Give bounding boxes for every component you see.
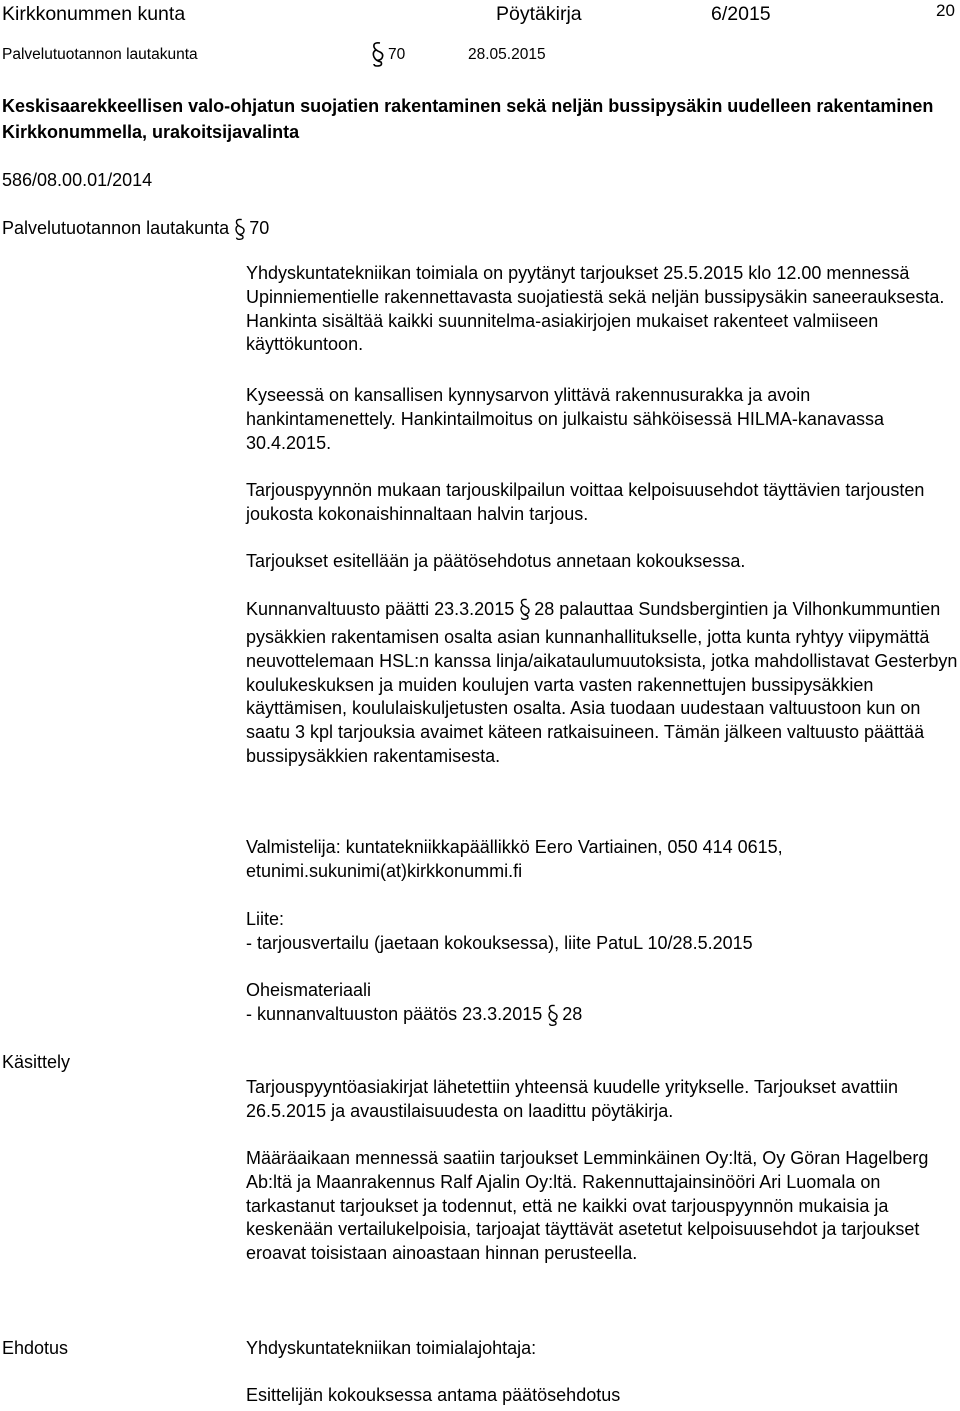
committee-reference-section: 70 <box>249 218 270 238</box>
record-number: 586/08.00.01/2014 <box>2 170 153 190</box>
committee-name: Palvelutuotannon lautakunta <box>2 46 198 63</box>
council-decision-intro: Kunnanvaltuusto päätti 23.3.2015 <box>246 599 515 619</box>
page-number: 20 <box>936 1 955 20</box>
paragraph-presentation: Tarjoukset esitellään ja päätösehdotus annetaan kokouksessa. <box>246 551 746 571</box>
proposal-presenter: Yhdyskuntatekniikan toimialajohtaja: <box>246 1338 537 1358</box>
paragraph-request: Yhdyskuntatekniikan toimiala on pyytänyt tarjoukset 25.5.2015 klo 12.00 mennessä Upinniementielle rakennettavasta suojatiestä sekä neljän bussipysäkin saneerauksesta. Hankinta sisältää kaikki suunnitelma-asiakirjojen mukaiset rakenteet valmiiseen käyttökuntoon. <box>246 263 945 355</box>
attachment-item: - tarjousvertailu (jaetaan kokouksessa), liite PatuL 10/28.5.2015 <box>246 933 753 953</box>
supplementary-item-text: - kunnanvaltuuston päätös 23.3.2015 <box>246 1004 543 1024</box>
preparer-email[interactable]: etunimi.sukunimi(at)kirkkonummi.fi <box>246 861 523 881</box>
section-mark-icon <box>519 598 529 626</box>
paragraph-council-decision <box>246 598 960 769</box>
municipality-name: Kirkkonummen kunta <box>2 3 186 25</box>
document-type: Pöytäkirja <box>496 3 582 25</box>
section-number: 70 <box>388 46 406 63</box>
processing-label: Käsittely <box>2 1052 71 1072</box>
processing-paragraph-1: Tarjouspyyntöasiakirjat lähetettiin yhteensä kuudelle yritykselle. Tarjoukset avattiin 26.5.2015 ja avaustilaisuudesta on laadittu pöytäkirja. <box>246 1077 899 1121</box>
section-mark-icon <box>371 40 385 73</box>
supplementary-item-section: 28 <box>562 1004 583 1024</box>
preparer-line: Valmistelija: kuntatekniikkapäällikkö Eero Vartiainen, 050 414 0615, <box>246 837 783 857</box>
meeting-date: 28.05.2015 <box>468 46 546 63</box>
section-mark-icon <box>234 218 244 246</box>
supplementary-item <box>246 1004 582 1032</box>
supplementary-label: Oheismateriaali <box>246 980 372 1000</box>
item-title: Keskisaarekkeellisen valo-ohjatun suojatien rakentaminen sekä neljän bussipysäkin uudelleen rakentaminen Kirkkonummella, urakoitsijavalinta <box>2 96 934 142</box>
section-mark-icon <box>547 1004 557 1032</box>
attachment-label: Liite: <box>246 909 285 929</box>
processing-paragraph-2: Määräaikaan mennessä saatiin tarjoukset Lemminkäinen Oy:ltä, Oy Göran Hagelberg Ab:ltä ja Maanrakennus Ralf Ajalin Oy:ltä. Rakennuttajainsinööri Ari Luomala on tarkastanut tarjoukset ja todennut, että ne kaikki ovat tarjouspyynnön mukaisia ja keskenään vertailukelpoisia, tarjoajat täyttävät asetetut kelpoisuusehdot ja tarjoukset eroavat toisistaan ainoastaan hinnan perusteella. <box>246 1148 929 1264</box>
proposal-label: Ehdotus <box>2 1338 69 1358</box>
paragraph-procurement: Kyseessä on kansallisen kynnysarvon ylittävä rakennusurakka ja avoin hankintamenettely. Hankintailmoitus on julkaistu sähköisessä HILMA-kanavassa 30.4.2015. <box>246 385 884 453</box>
document-number: 6/2015 <box>711 3 771 25</box>
committee-reference-name: Palvelutuotannon lautakunta <box>2 218 230 238</box>
paragraph-criteria: Tarjouspyynnön mukaan tarjouskilpailun voittaa kelpoisuusehdot täyttävien tarjousten joukosta kokonaishinnaltaan halvin tarjous. <box>246 480 925 524</box>
committee-reference <box>2 218 269 246</box>
council-decision-rest: Vilhonkummuntien pysäkkien rakentamisen osalta asian kunnanhallitukselle, jotta kunta ryhtyy viipymättä neuvottelemaan HSL:n kanssa linja/aikataulumuutoksista, jotka mahdollistavat Gesterbyn koulukeskuksen ja muiden koulujen varta vasten rakennettujen bussipysäkkien käyttämisen, koululaiskuljetusten osalta. Asia tuodaan uudestaan valtuustoon kun on saatu 3 kpl tarjouksia avaimet käteen ratkaisuineen. Tämän jälkeen valtuusto päättää bussipysäkkien rakentamisesta. <box>246 599 958 766</box>
proposal-line: Esittelijän kokouksessa antama päätösehdotus <box>246 1385 621 1405</box>
council-decision-continuation: 28 palauttaa Sundsbergintien ja <box>534 599 788 619</box>
